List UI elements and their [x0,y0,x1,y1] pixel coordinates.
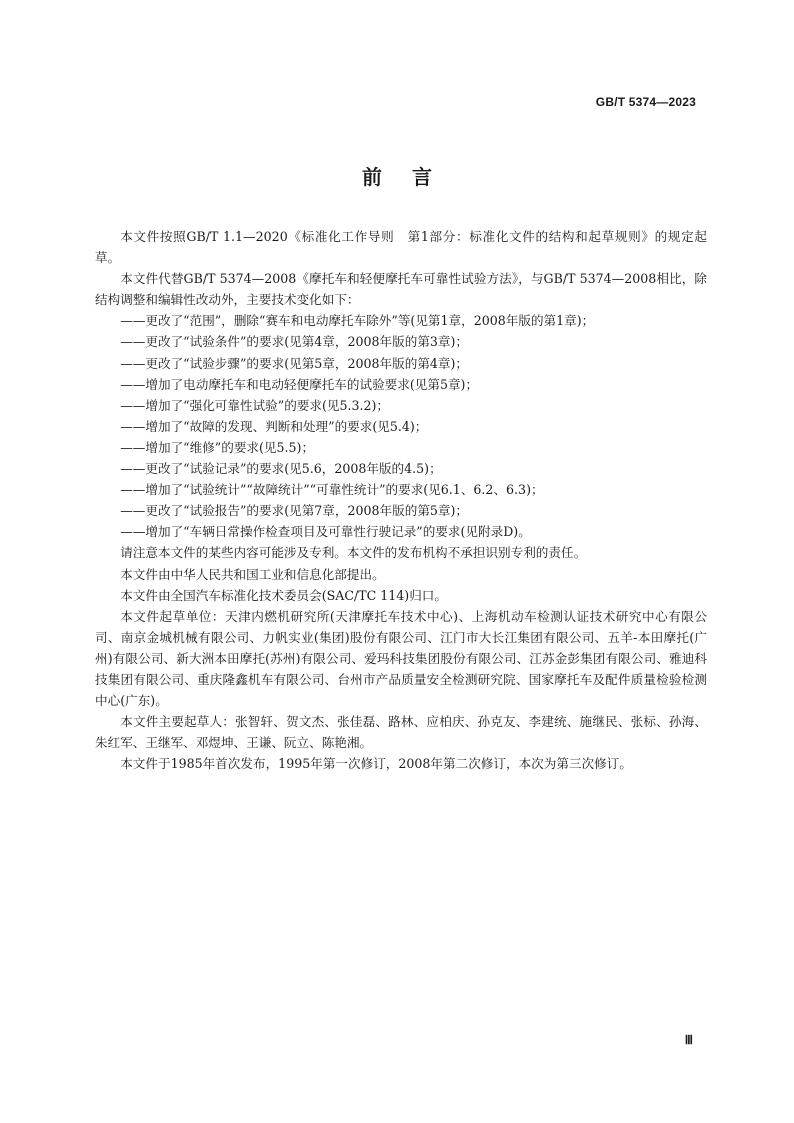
change-item: ——更改了“试验报告”的要求(见第7章，2008年版的第5章)； [120,503,469,519]
change-item: ——更改了“试验记录”的要求(见5.6，2008年版的4.5)； [120,461,442,477]
page-title [0,161,794,190]
paragraph-drafting-rules: 本文件按照GB/T 1.1—2020《标准化工作导则 第1部分：标准化文件的结构和起草规则》的规定起草。 [95,229,707,266]
title-char-2: 言 [412,165,432,189]
foreword-body [95,226,707,774]
change-item: ——更改了“范围”，删除“赛车和电动摩托车除外”等(见第1章，2008年版的第1章)； [120,313,595,329]
page-number: Ⅲ [684,1033,693,1047]
paragraph-drafting-units: 本文件起草单位：天津内燃机研究所(天津摩托车技术中心)、上海机动车检测认证技术研究中心有限公司、南京金城机械有限公司、力帆实业(集团)股份有限公司、江门市大长江集团有限公司、五羊-本田摩托(广州)有限公司、新大洲本田摩托(苏州)有限公司、爱玛科技集团股份有限公司、江苏金彭集团有限公司、雅迪科技集团有限公司、重庆隆鑫机车有限公司、台州市产品质量安全检测研究院、国家摩托车及配件质量检验检测中心(广东)。 [95,608,707,709]
paragraph-committee: 本文件由全国汽车标准化技术委员会(SAC/TC 114)归口。 [120,587,447,603]
title-char-1: 前 [362,165,382,189]
paragraph-replacement: 本文件代替GB/T 5374—2008《摩托车和轻便摩托车可靠性试验方法》，与GB/T 5374—2008相比，除结构调整和编辑性改动外，主要技术变化如下： [95,271,707,308]
change-item: ——增加了电动摩托车和电动轻便摩托车的试验要求(见第5章)； [120,376,479,392]
paragraph-history: 本文件于1985年首次发布，1995年第一次修订，2008年第二次修订，本次为第三次修订。 [120,756,632,772]
change-item: ——增加了“维修”的要求(见5.5)； [120,439,315,455]
change-item: ——更改了“试验步骤”的要求(见第5章，2008年版的第4章)； [120,355,469,371]
change-item: ——增加了“车辆日常操作检查项目及可靠性行驶记录”的要求(见附录D)。 [120,524,531,540]
standard-number: GB/T 5374—2023 [595,95,696,109]
change-item: ——增加了“故障的发现、判断和处理”的要求(见5.4)； [120,418,428,434]
change-item: ——更改了“试验条件”的要求(见第4章，2008年版的第3章)； [120,334,469,350]
change-item: ——增加了“试验统计”“故障统计”“可靠性统计”的要求(见6.1、6.2、6.3)； [120,482,544,498]
change-item: ——增加了“强化可靠性试验”的要求(见5.3.2)； [120,397,390,413]
paragraph-drafters: 本文件主要起草人：张智轩、贺文杰、张佳磊、路林、应柏庆、孙克友、李建统、施继民、张标、孙海、朱红军、王继军、邓煜坤、王谦、阮立、陈艳湘。 [95,714,707,751]
paragraph-proposer: 本文件由中华人民共和国工业和信息化部提出。 [120,566,385,582]
paragraph-patent-notice: 请注意本文件的某些内容可能涉及专利。本文件的发布机构不承担识别专利的责任。 [120,545,587,561]
